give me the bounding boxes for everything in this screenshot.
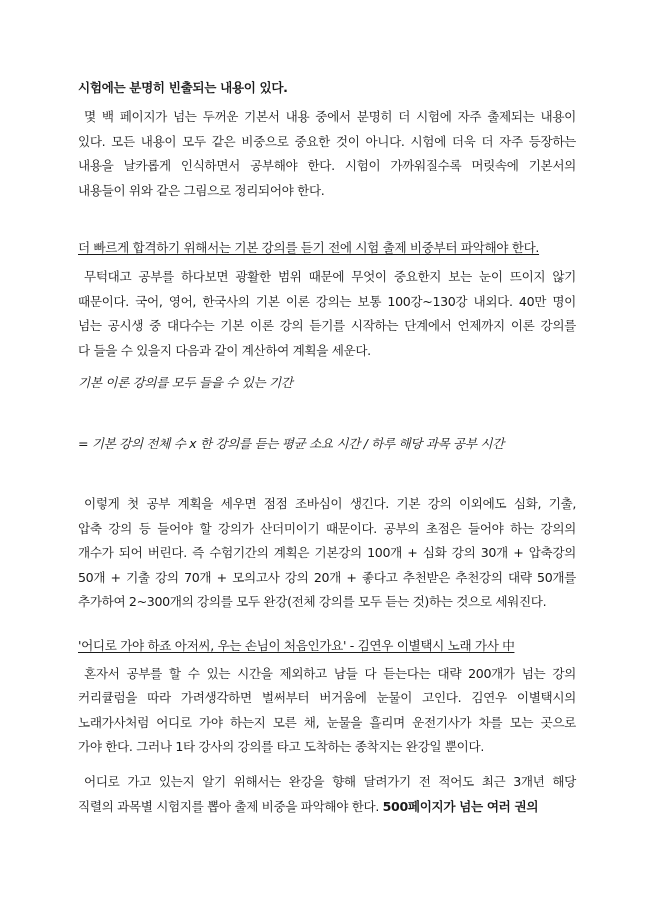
paragraph-line: 추가하여 2~300개의 강의를 모두 완강(전체 강의를 모두 듣는 것)하는 것으로 세워진다. (78, 594, 547, 609)
section-heading-pass-faster: 더 빠르게 합격하기 위해서는 기본 강의를 듣기 전에 시험 출제 비중부터 파악해야 한다. (78, 240, 540, 255)
paragraph-line: 압축 강의 등 들어야 할 강의가 산더미이기 때문이다. 공부의 초점은 들어야 하는 강의의 (78, 521, 576, 536)
paragraph-line: 커리큘럼을 따라 가려생각하면 벌써부터 버거움에 눈물이 고인다. 김연우 이별택시의 (78, 690, 576, 705)
paragraph-line: 다 들을 수 있을지 다음과 같이 계산하여 계획을 세운다. (78, 343, 371, 358)
paragraph-line: 내용을 날카롭게 인식하면서 공부해야 한다. 시험이 가까워질수록 머릿속에 기본서의 (78, 158, 576, 173)
paragraph-line: 노래가사처럼 어디로 가야 하는지 모른 채, 눈물을 흘리며 운전기사가 차를 모는 곳으로 (78, 715, 576, 730)
paragraph-line: 개수가 되어 버린다. 즉 수험기간의 계획은 기본강의 100개 + 심화 강의 30개 + 압축강의 (78, 545, 576, 560)
bold-emphasis: 500페이지가 넘는 여러 권의 (382, 799, 539, 814)
paragraph-line: 있다. 모든 내용이 모두 같은 비중으로 중요한 것이 아니다. 시험에 더욱 더 자주 등장하는 (78, 134, 576, 149)
paragraph-line: 몇 백 페이지가 넘는 두꺼운 기본서 내용 중에서 분명히 더 시험에 자주 출제되는 내용이 (84, 109, 576, 124)
formula-title: 기본 이론 강의를 모두 들을 수 있는 기간 (78, 375, 293, 390)
paragraph-line: 넘는 공시생 중 대다수는 기본 이론 강의 듣기를 시작하는 단계에서 언제까지 이론 강의를 (78, 318, 576, 333)
paragraph-line: 50개 + 기출 강의 70개 + 모의고사 강의 20개 + 좋다고 추천받은 추천강의 대략 50개를 (78, 570, 576, 585)
section-heading-frequent: 시험에는 분명히 빈출되는 내용이 있다. (78, 80, 288, 95)
paragraph-line: 어디로 가고 있는지 알기 위해서는 완강을 향해 달려가기 전 적어도 최근 3개년 해당 (84, 774, 576, 789)
paragraph-line: 내용들이 위와 같은 그림으로 정리되어야 한다. (78, 183, 325, 198)
section-heading-lyrics: '어디로 가야 하죠 아저씨, 우는 손님이 처음인가요' - 김연우 이별택시 노래 가사 中 (78, 638, 515, 653)
paragraph-line: 때문이다. 국어, 영어, 한국사의 기본 이론 강의는 보통 100강~130강 내외다. 40만 명이 (78, 294, 576, 309)
paragraph-line: 무턱대고 공부를 하다보면 광활한 범위 때문에 무엇이 중요한지 보는 눈이 뜨이지 않기 (84, 269, 576, 284)
paragraph-text: 직렬의 과목별 시험지를 뽑아 출제 비중을 파악해야 한다. (78, 799, 379, 814)
paragraph-line: 이렇게 첫 공부 계획을 세우면 점점 조바심이 생긴다. 기본 강의 이외에도 심화, 기출, (84, 496, 576, 511)
paragraph-line-with-bold (78, 799, 576, 815)
paragraph-line: 가야 한다. 그러나 1타 강사의 강의를 타고 도착하는 종착지는 완강일 뿐이다. (78, 739, 484, 754)
paragraph-line: 혼자서 공부를 할 수 있는 시간을 제외하고 남들 다 듣는다는 대략 200개가 넘는 강의 (84, 666, 576, 681)
formula-expression: = 기본 강의 전체 수 x 한 강의를 듣는 평균 소요 시간 / 하루 해당 과목 공부 시간 (78, 436, 504, 451)
